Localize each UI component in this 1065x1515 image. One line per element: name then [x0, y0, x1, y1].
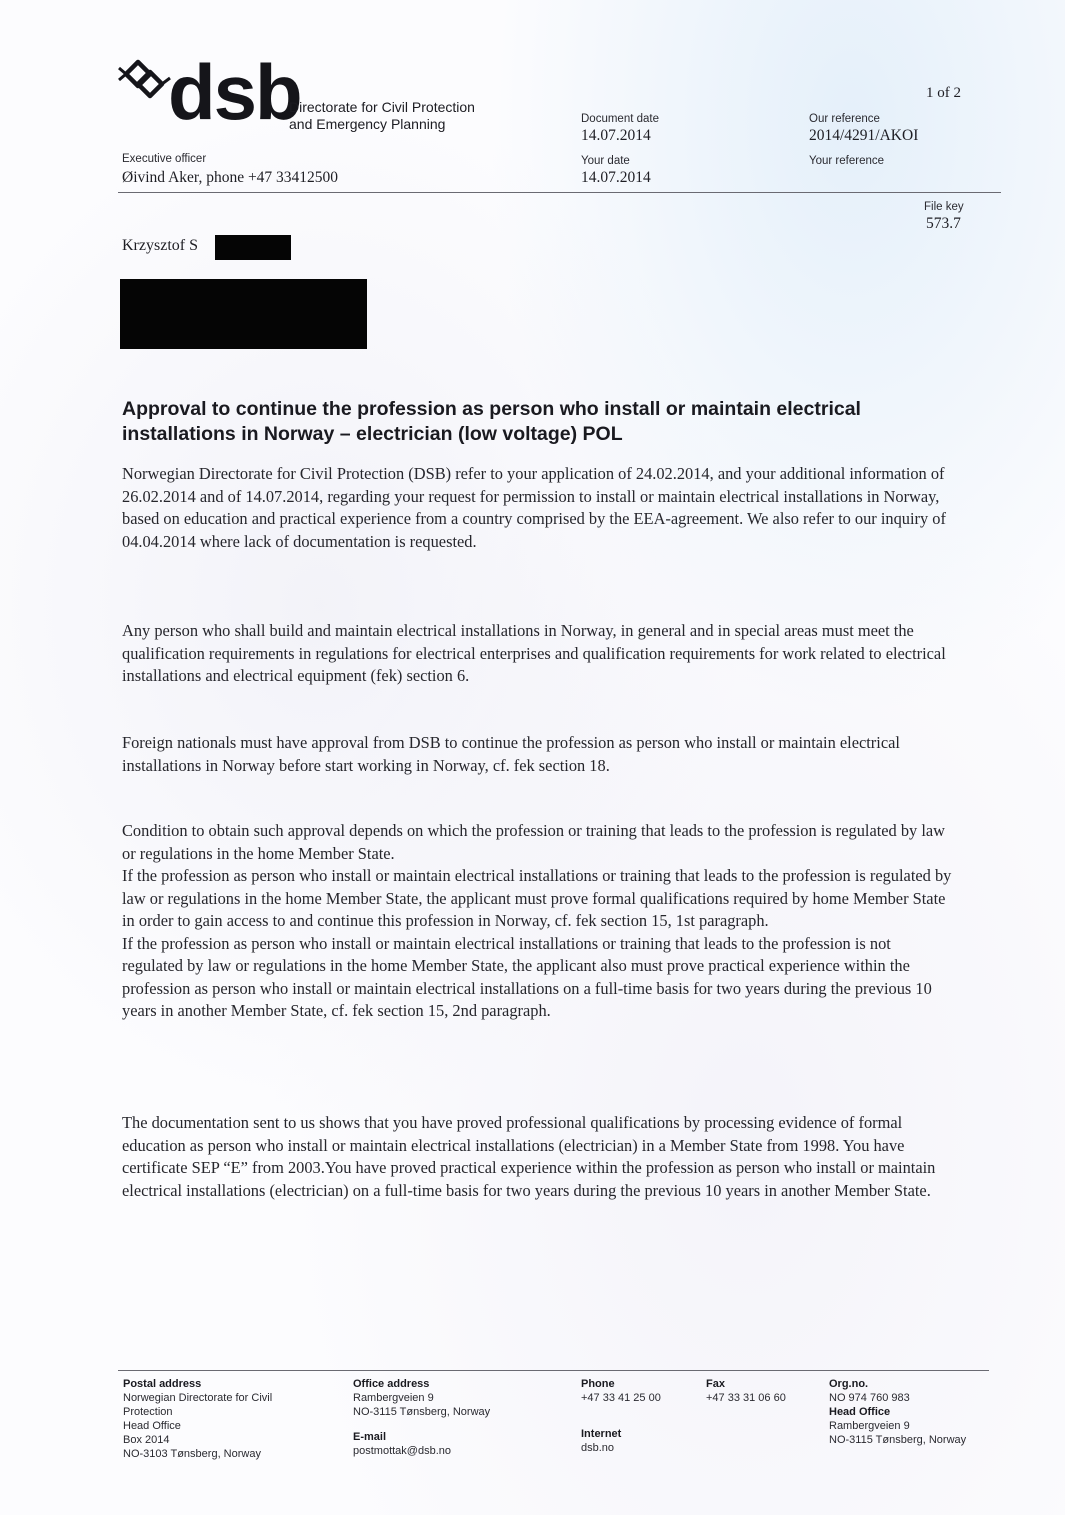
paragraph-conditions-regulated: If the profession as person who install or maintain electrical installations or training that leads to the profession is regulated by law or regulations in the home Member State, the applicant must prove formal qualifications required by home Member State in order to gain access to and continue this profession in Norway, cf. fek section 15, 1st paragraph. [122, 866, 952, 930]
org-label: Org.no. [829, 1378, 869, 1390]
postal-address-line: Norwegian Directorate for Civil [123, 1392, 273, 1404]
redacted-surname [215, 235, 291, 260]
postal-address-line: NO-3103 Tønsberg, Norway [123, 1448, 261, 1460]
footer-fax [706, 1377, 786, 1405]
footer-divider [118, 1370, 989, 1371]
paragraph-qualification-requirements: Any person who shall build and maintain electrical installations in Norway, in general and in special areas must meet the qualification requirements in regulations for electrical enterprises and qualification requirements for work related to electrical installations and electrical equipment (fek) section 6. [122, 621, 946, 685]
footer-postal-address [123, 1377, 272, 1461]
footer-office-address [353, 1377, 490, 1458]
org-value: NO 974 760 983 [829, 1392, 910, 1404]
recipient-name: Krzysztof S [122, 237, 198, 254]
fax-value: +47 33 31 06 60 [706, 1392, 786, 1404]
document-date-label: Document date [581, 113, 659, 125]
footer-phone [581, 1377, 661, 1455]
your-date-label: Your date [581, 155, 630, 167]
head-office-line: Rambergveien 9 [829, 1420, 910, 1432]
paragraph-documentation-result: The documentation sent to us shows that you have proved professional qualifications by processing evidence of formal education as person who install or maintain electrical installations (electrician) in a Member State from 1998. You have certificate SEP “E” from 2003.You have proved practical experience within the profession as person who install or maintain electrical installations (electrician) on a full-time basis for two years during the previous 10 years in another Member State. [122, 1113, 936, 1200]
paragraph-conditions-intro: Condition to obtain such approval depends on which the profession or training that leads to the profession is regulated by law or regulations in the home Member State. [122, 821, 946, 863]
paragraph-application-reference: Norwegian Directorate for Civil Protection (DSB) refer to your application of 24.02.2014, and your additional information of 26.02.2014 and of 14.07.2014, regarding your request for permission to install or maintain electrical installations in Norway, based on education and practical experience from a country comprised by the EEA-agreement. We also refer to our inquiry of 04.04.2014 where lack of documentation is requested. [122, 464, 946, 551]
postal-address-line: Protection [123, 1406, 173, 1418]
paragraph-conditions-not-regulated: If the profession as person who install or maintain electrical installations or training that leads to the profession is not regulated by law or regulations in the home Member State, the applicant also must prove practical experience within the profession as person who install or maintain electrical installations on a full-time basis for two years during the previous 10 years in another Member State, cf. fek section 15, 2nd paragraph. [122, 933, 932, 1020]
paragraph-foreign-nationals: Foreign nationals must have approval from DSB to continue the profession as person who install or maintain electrical installations in Norway before start working in Norway, cf. fek section 18. [122, 733, 900, 775]
executive-officer-value: Øivind Aker, phone +47 33412500 [122, 169, 339, 186]
agency-name [289, 99, 549, 133]
phone-value: +47 33 41 25 00 [581, 1392, 661, 1404]
phone-label: Phone [581, 1378, 615, 1390]
internet-label: Internet [581, 1428, 622, 1440]
document-date-value: 14.07.2014 [581, 127, 651, 144]
letter-title: Approval to continue the profession as person who install or maintain electrical installations in Norway – electrician (low voltage) POL [122, 398, 861, 445]
redacted-address-block [120, 279, 367, 349]
agency-name-line1: Directorate for Civil Protection [289, 99, 475, 115]
fax-label: Fax [706, 1378, 725, 1390]
page-count: 1 of 2 [926, 85, 961, 101]
our-reference-label: Our reference [809, 113, 880, 125]
head-office-line: NO-3115 Tønsberg, Norway [829, 1434, 967, 1446]
dsb-logo-mark-icon [116, 58, 176, 108]
paragraph-conditions [122, 820, 954, 1023]
our-reference-value: 2014/4291/AKOI [809, 127, 919, 144]
executive-officer-label: Executive officer [122, 153, 207, 165]
postal-address-label: Postal address [123, 1378, 202, 1390]
file-key-label: File key [924, 201, 964, 213]
footer-org [829, 1377, 966, 1447]
postal-address-line: Head Office [123, 1420, 181, 1432]
postal-address-line: Box 2014 [123, 1434, 170, 1446]
email-label: E-mail [353, 1431, 387, 1443]
logo-wordmark: dsb [168, 48, 301, 136]
your-reference-label: Your reference [809, 155, 885, 167]
email-value: postmottak@dsb.no [353, 1445, 451, 1457]
office-address-label: Office address [353, 1378, 430, 1390]
head-office-label: Head Office [829, 1406, 891, 1418]
internet-value: dsb.no [581, 1442, 615, 1454]
header-divider [118, 192, 1001, 193]
office-address-line: Rambergveien 9 [353, 1392, 434, 1404]
office-address-line: NO-3115 Tønsberg, Norway [353, 1406, 491, 1418]
file-key-value: 573.7 [926, 215, 961, 232]
agency-name-line2: and Emergency Planning [289, 116, 446, 132]
your-date-value: 14.07.2014 [581, 169, 651, 186]
